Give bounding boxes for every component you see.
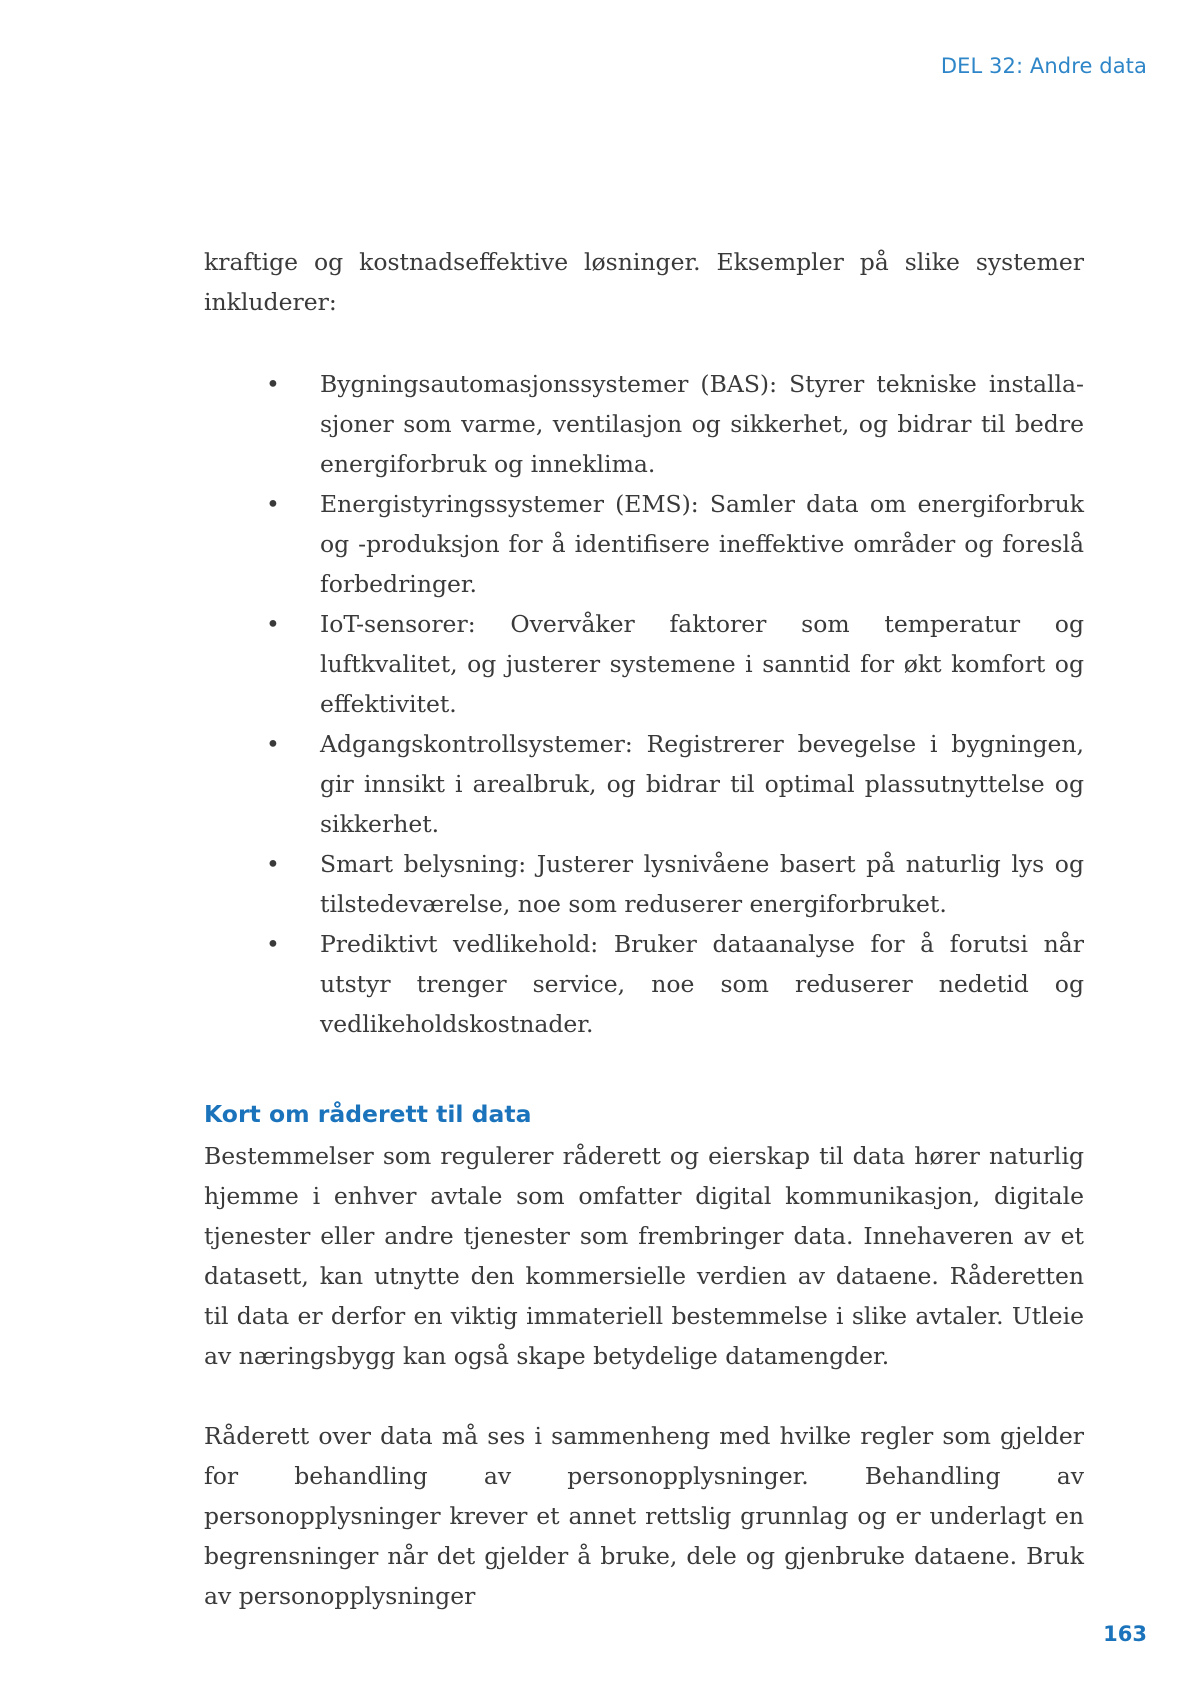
bullet-item-iot	[204, 604, 1084, 724]
bullet-item-access-control	[204, 724, 1084, 844]
bullet-dot: •	[266, 610, 280, 638]
bullet-dot: •	[266, 490, 280, 518]
bullet-item-predictive-maintenance	[204, 924, 1084, 1044]
intro-paragraph: kraftige og kostnadseffektive løsninger. Eksempler på slike systemer inkluderer:	[204, 248, 1084, 316]
bullet-text: Bygningsautomasjonssystemer (BAS): Styrer tekniske installasjoner som varme, ventilasjon og sikkerhet, og bidrar til bedre energiforbruk og inneklima.	[320, 370, 1084, 478]
section-heading: Kort om råderett til data	[204, 1100, 532, 1128]
bullet-dot: •	[266, 730, 280, 758]
bullet-dot: •	[266, 850, 280, 878]
page-number: 163	[1103, 1622, 1147, 1646]
body-paragraph-2: Råderett over data må ses i sammenheng med hvilke regler som gjelder for behandling av personopplysninger. Behandling av personopplysninger krever et annet rettslig grunnlag og er underlagt en begrensninger når det gjelder å bruke, dele og gjenbruke dataene. Bruk av personopplysninger	[204, 1422, 1084, 1610]
bullet-text: Smart belysning: Justerer lysnivåene basert på naturlig lys og tilstedeværelse, noe som reduserer energiforbruket.	[320, 850, 1084, 918]
running-header: DEL 32: Andre data	[940, 54, 1147, 78]
bullet-text: Energistyringssystemer (EMS): Samler data om energiforbruk og -produksjon for å identifisere ineffektive områder og foreslå forbedringer.	[320, 490, 1084, 598]
page-content	[204, 242, 1084, 1616]
bullet-text: Adgangskontrollsystemer: Registrerer bevegelse i bygningen, gir innsikt i arealbruk, og bidrar til optimal plassutnyttelse og sikkerhet.	[320, 730, 1084, 838]
body-paragraph-1: Bestemmelser som regulerer råderett og eierskap til data hører naturlig hjemme i enhver avtale som omfatter digital kommunikasjon, digitale tjenester eller andre tjenester som frembringer data. Innehaveren av et datasett, kan utnytte den kommersielle verdien av dataene. Råderetten til data er derfor en viktig immateriell bestemmelse i slike avtaler. Utleie av næringsbygg kan også skape betydelige datamengder.	[204, 1142, 1084, 1370]
bullet-item-bas	[204, 364, 1084, 484]
bullet-item-smart-lighting	[204, 844, 1084, 924]
bullet-dot: •	[266, 370, 280, 398]
bullet-dot: •	[266, 930, 280, 958]
bullet-text: IoT-sensorer: Overvåker faktorer som temperatur og luftkvalitet, og justerer systemene i sanntid for økt komfort og effektivitet.	[320, 610, 1084, 718]
bullet-item-ems	[204, 484, 1084, 604]
bullet-list	[204, 364, 1084, 1044]
bullet-text: Prediktivt vedlikehold: Bruker dataanalyse for å forutsi når utstyr trenger service, noe som reduserer nedetid og vedlikeholdskostnader.	[320, 930, 1084, 1038]
